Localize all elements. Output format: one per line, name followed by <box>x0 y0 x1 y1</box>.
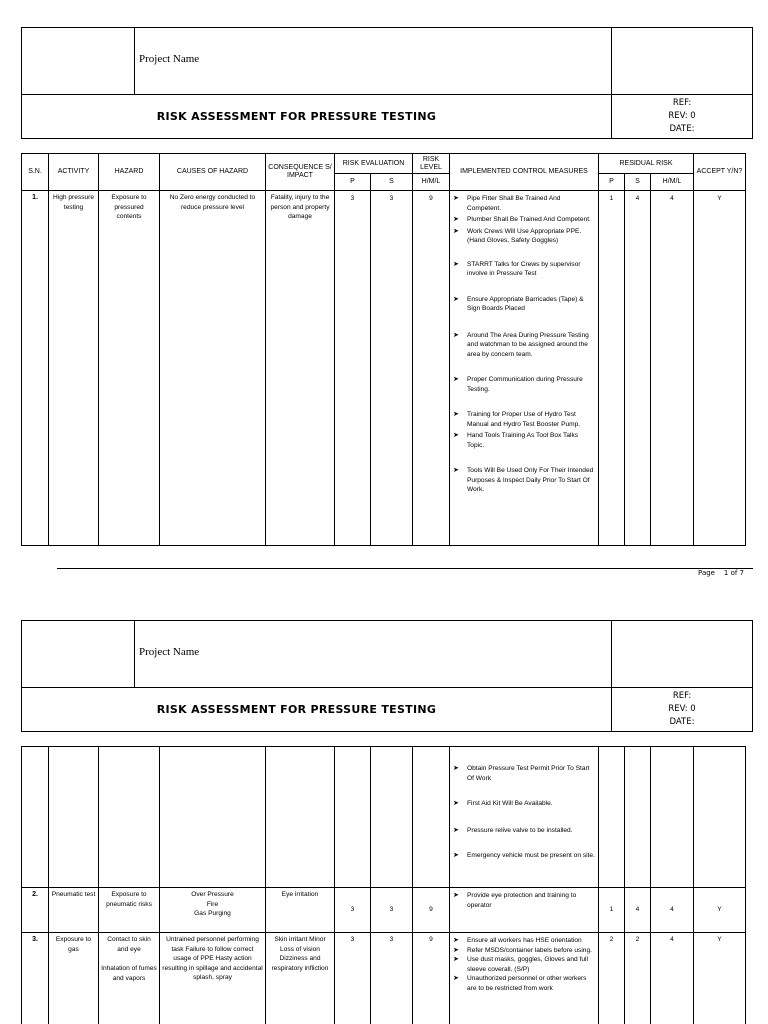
arrow-icon: ➤ <box>453 411 459 418</box>
control-item: ➤ Hand Tools Training As Tool Box Talks Topic. <box>453 432 579 449</box>
row-residual-level: 4 <box>651 933 694 1024</box>
row-p: 3 <box>335 191 371 546</box>
row-accept: Y <box>694 191 746 546</box>
row-sn: 3. <box>22 933 49 1024</box>
col-risk-evaluation: RISK EVALUATION <box>335 154 413 174</box>
control-item: ➤ Pipe Fitter Shall Be Trained And Competent. <box>453 195 561 212</box>
row-consequence: Skin irritant Minor Loss of vision Dizziness and respiratory infliction <box>266 933 335 1024</box>
row-causes: Over Pressure Fire Gas Purging <box>160 888 266 933</box>
col-control-measures: IMPLEMENTED CONTROL MEASURES <box>450 154 599 191</box>
footer-rule <box>57 568 753 569</box>
control-item: ➤ Use dust masks, goggles, Gloves and full sleeve coverall. (S/P) <box>453 956 588 973</box>
row-controls <box>450 191 599 546</box>
row-s: 3 <box>371 888 413 933</box>
logo-area <box>22 28 135 94</box>
arrow-icon: ➤ <box>453 432 459 439</box>
page2-header <box>21 620 753 732</box>
arrow-icon: ➤ <box>453 975 459 982</box>
arrow-icon: ➤ <box>453 216 459 223</box>
col-accept: ACCEPT Y/N? <box>694 154 746 191</box>
rev-label: REV: 0 <box>668 111 696 121</box>
row-residual-p: 1 <box>599 888 625 933</box>
arrow-icon: ➤ <box>453 376 459 383</box>
arrow-icon: ➤ <box>453 467 459 474</box>
arrow-icon: ➤ <box>453 260 459 268</box>
control-item: ➤ First Aid Kit Will Be Available. <box>453 800 553 807</box>
page1-header <box>21 27 753 139</box>
row-residual-s: 4 <box>625 888 651 933</box>
control-item: ➤ Around The Area During Pressure Testing and watchman to be assigned around the area by concern team. <box>453 331 589 358</box>
control-item: ➤ Unauthorized personnel or other workers are to be restricted from work <box>453 975 587 992</box>
ref-label: REF: <box>672 98 692 108</box>
page-number <box>698 569 744 577</box>
arrow-icon: ➤ <box>453 195 459 202</box>
page-label: Page <box>698 569 715 577</box>
control-item: ➤ Emergency vehicle must be present on site. <box>453 852 595 859</box>
row-consequence: Fatality, injury to the person and property damage <box>266 191 335 546</box>
col-activity: ACTIVITY <box>49 154 99 191</box>
arrow-icon: ➤ <box>453 946 459 954</box>
col-s: S <box>371 174 413 191</box>
ref-block <box>612 688 752 731</box>
arrow-icon: ➤ <box>453 295 459 303</box>
row-causes: Untrained personnel performing task Failure to follow correct usage of PPE Hasty action resulting in spillage and accidental splash, spray <box>160 933 266 1024</box>
header-right-blank <box>612 621 752 687</box>
row-consequence: Eye irritation <box>266 888 335 933</box>
arrow-icon: ➤ <box>453 956 459 963</box>
row-activity: Exposure to gas <box>49 933 99 1024</box>
control-item: ➤ Ensure Appropriate Barricades (Tape) & Sign Boards Placed <box>453 295 584 312</box>
arrow-icon: ➤ <box>453 331 459 339</box>
control-item: ➤ Obtain Pressure Test Permit Prior To Start Of Work <box>453 765 590 782</box>
arrow-icon: ➤ <box>453 765 459 772</box>
row-residual-p: 1 <box>599 191 625 546</box>
arrow-icon: ➤ <box>453 892 459 899</box>
arrow-icon: ➤ <box>453 852 459 859</box>
control-item: ➤ Work Crews Will Use Appropriate PPE. (Hand Gloves, Safety Goggles) <box>453 227 582 244</box>
project-name-label: Project Name <box>135 621 612 687</box>
rev-label: REV: 0 <box>668 704 696 714</box>
row-level: 9 <box>413 888 450 933</box>
control-item: ➤ Provide eye protection and training to operator <box>453 892 577 909</box>
table-row <box>22 191 746 546</box>
page-count: 1 of 7 <box>723 569 744 577</box>
row-residual-level: 4 <box>651 888 694 933</box>
col-residual-hml: H/M/L <box>651 174 694 191</box>
control-item: ➤ Plumber Shall Be Trained And Competent. <box>453 216 591 223</box>
row-p: 3 <box>335 888 371 933</box>
row-s: 3 <box>371 191 413 546</box>
row-residual-level: 4 <box>651 191 694 546</box>
row-activity: Pneumatic test <box>49 888 99 933</box>
ref-block <box>612 95 752 138</box>
row-controls <box>450 747 599 888</box>
table-row <box>22 933 746 1024</box>
row-residual-p: 2 <box>599 933 625 1024</box>
col-consequence: CONSEQUENCE S/ IMPACT <box>266 154 335 191</box>
col-causes: CAUSES OF HAZARD <box>160 154 266 191</box>
row-controls <box>450 933 599 1024</box>
row-controls <box>450 888 599 933</box>
row-level: 9 <box>413 933 450 1024</box>
table-row <box>22 747 746 888</box>
document-title: RISK ASSESSMENT FOR PRESSURE TESTING <box>22 688 612 731</box>
col-residual-risk: RESIDUAL RISK <box>599 154 694 174</box>
header-right-blank <box>612 28 752 94</box>
row-level: 9 <box>413 191 450 546</box>
row-accept: Y <box>694 933 746 1024</box>
col-p: P <box>335 174 371 191</box>
row-hazard: Contact to skin and eye Inhalation of fumes and vapors <box>99 933 160 1024</box>
control-item: ➤ Tools Will Be Used Only For Their Intended Purposes & Inspect Daily Prior To Start Of Work. <box>453 467 594 493</box>
row-hazard: Exposure to pressured contents <box>99 191 160 546</box>
control-item: ➤ Proper Communication during Pressure Testing. <box>453 376 583 393</box>
col-risk-level: RISK LEVEL <box>413 154 450 174</box>
row-sn: 2. <box>22 888 49 933</box>
col-sn: S.N. <box>22 154 49 191</box>
row-hazard: Exposure to pneumatic risks <box>99 888 160 933</box>
logo-area <box>22 621 135 687</box>
control-item: ➤ Refer MSDS/container labels before using. <box>453 946 592 954</box>
row-causes: No Zero energy conducted to reduce pressure level <box>160 191 266 546</box>
col-hml: H/M/L <box>413 174 450 191</box>
date-label: DATE: <box>669 717 695 727</box>
project-name-label: Project Name <box>135 28 612 94</box>
arrow-icon: ➤ <box>453 826 459 834</box>
table-row <box>22 888 746 933</box>
risk-table-page1 <box>21 153 746 546</box>
control-item: ➤ Training for Proper Use of Hydro Test Manual and Hydro Test Booster Pump. <box>453 411 581 428</box>
row-activity: High pressure testing <box>49 191 99 546</box>
row-s: 3 <box>371 933 413 1024</box>
row-p: 3 <box>335 933 371 1024</box>
row-sn: 1. <box>22 191 49 546</box>
arrow-icon: ➤ <box>453 937 459 944</box>
col-residual-p: P <box>599 174 625 191</box>
row-residual-s: 2 <box>625 933 651 1024</box>
control-item: ➤ Ensure all workers has HSE orientation <box>453 937 582 944</box>
ref-label: REF: <box>672 691 692 701</box>
arrow-icon: ➤ <box>453 800 459 807</box>
row-residual-s: 4 <box>625 191 651 546</box>
row-accept: Y <box>694 888 746 933</box>
risk-table-page2 <box>21 746 746 1024</box>
document-title: RISK ASSESSMENT FOR PRESSURE TESTING <box>22 95 612 138</box>
col-hazard: HAZARD <box>99 154 160 191</box>
arrow-icon: ➤ <box>453 227 459 235</box>
col-residual-s: S <box>625 174 651 191</box>
date-label: DATE: <box>669 124 695 134</box>
control-item: ➤ STARRT Talks for Crews by supervisor involve in Pressure Test <box>453 260 581 277</box>
control-item: ➤ Pressure relive valve to be installed. <box>453 826 573 834</box>
